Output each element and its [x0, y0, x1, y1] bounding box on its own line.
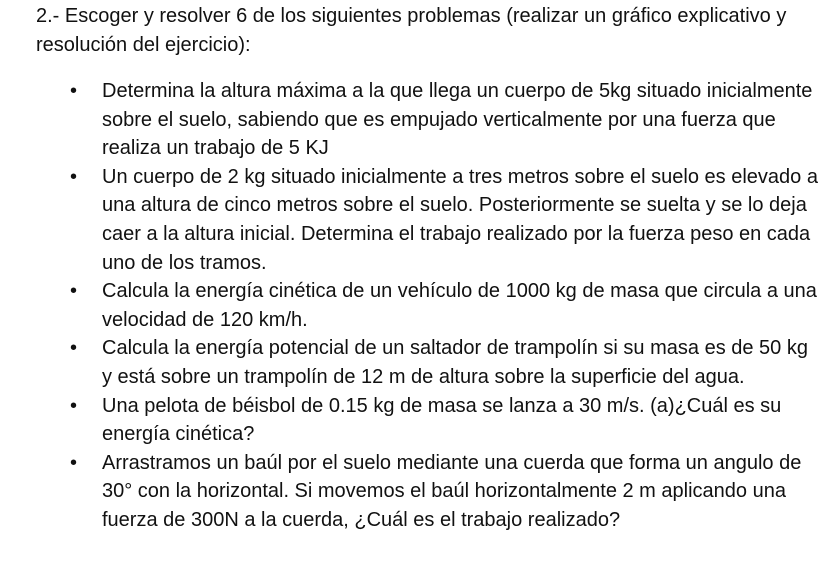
bullet-icon: • [70, 80, 78, 102]
problem-item [20, 77, 822, 163]
problem-item [20, 163, 822, 277]
problem-text: Calcula la energía cinética de un vehículo de 1000 kg de masa que circula a una velocidad de 120 km/h. [102, 280, 817, 331]
problem-text: Arrastramos un baúl por el suelo mediante una cuerda que forma un angulo de 30° con la horizontal. Si movemos el baúl horizontalmente 2 m aplicando una fuerza de 300N a la cuerda, ¿Cuál es el trabajo realizado? [102, 451, 802, 531]
bullet-icon: • [70, 165, 78, 188]
problem-item [20, 392, 822, 449]
bullet-icon: • [70, 394, 78, 417]
bullet-icon: • [70, 280, 78, 303]
problem-item [20, 449, 822, 535]
problem-list [20, 77, 816, 535]
problem-item [20, 277, 822, 334]
problem-text: Determina la altura máxima a la que llega un cuerpo de 5kg situado inicialmente sobre el suelo, sabiendo que es empujado verticalmente por una fuerza que realiza un trabajo de 5 KJ [102, 80, 813, 160]
problem-text: Calcula la energía potencial de un saltador de trampolín si su masa es de 50 kg y está sobre un trampolín de 12 m de altura sobre la superficie del agua. [102, 337, 808, 388]
exercise-heading: 2.- Escoger y resolver 6 de los siguientes problemas (realizar un gráfico explicativo y resolución del ejercicio): [36, 5, 787, 56]
problem-item [20, 334, 822, 391]
problem-text: Un cuerpo de 2 kg situado inicialmente a tres metros sobre el suelo es elevado a una altura de cinco metros sobre el suelo. Posteriormente se suelta y se lo deja caer a la altura inicial. Determina el trabajo realizado por la fuerza peso en cada uno de los tramos. [102, 165, 818, 274]
problem-text: Una pelota de béisbol de 0.15 kg de masa se lanza a 30 m/s. (a)¿Cuál es su energía cinética? [102, 394, 782, 446]
bullet-icon: • [70, 337, 78, 360]
bullet-icon: • [70, 451, 78, 474]
